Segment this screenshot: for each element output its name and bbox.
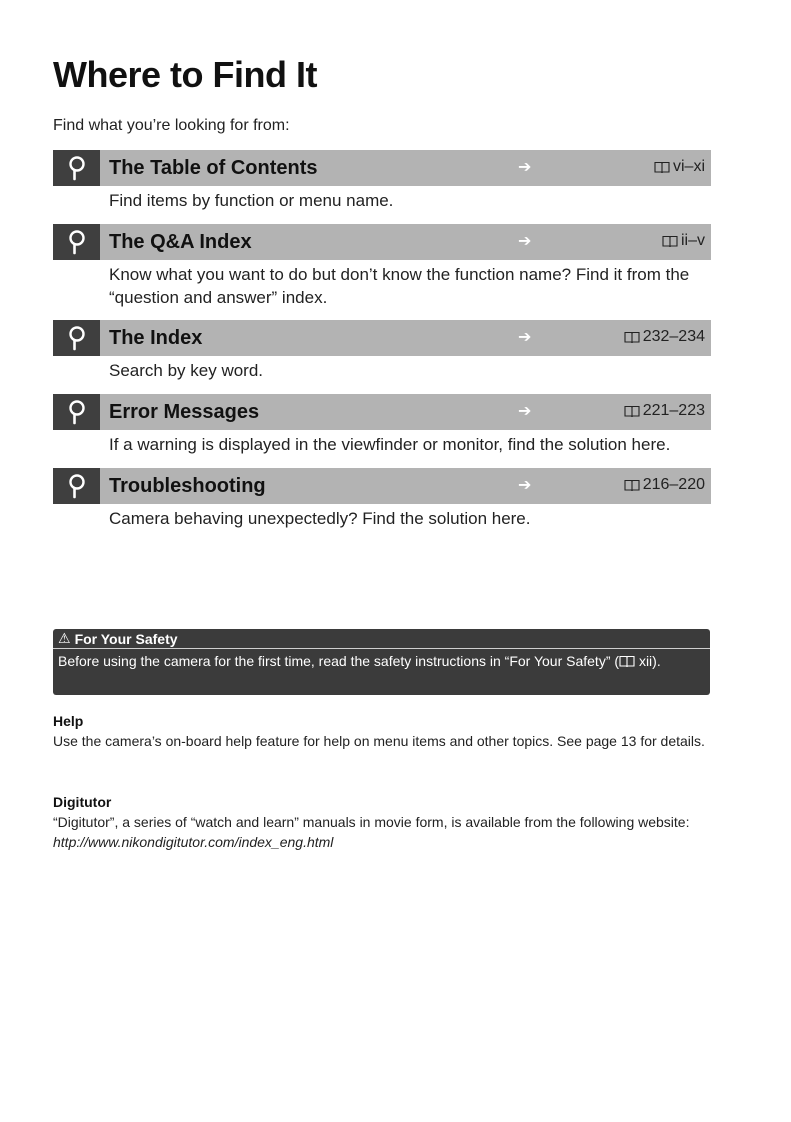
page-reference-text: ii–v	[680, 232, 705, 249]
digitutor-section	[53, 792, 718, 852]
entry-title: The Table of Contents	[109, 156, 318, 179]
entry-bar	[53, 468, 711, 504]
entry-header	[100, 224, 711, 260]
digitutor-title: Digitutor	[53, 794, 112, 810]
book-icon	[624, 479, 640, 491]
entry-bar	[53, 320, 711, 356]
entry-description: Know what you want to do but don’t know the function name? Find it from the “question and answer” index.	[109, 265, 690, 307]
page-reference	[662, 232, 705, 250]
page-title: Where to Find It	[53, 54, 317, 95]
book-icon	[654, 161, 670, 173]
arrow-icon: ➔	[518, 159, 532, 176]
entry-bar	[53, 394, 711, 430]
page-reference-text: 216–220	[642, 476, 705, 493]
entry-error-messages	[53, 394, 711, 456]
magnifier-icon	[66, 399, 88, 425]
entry-title: The Index	[109, 326, 203, 349]
page-reference-text: 221–223	[642, 402, 705, 419]
entry-description: Search by key word.	[109, 361, 264, 380]
safety-text	[53, 649, 710, 671]
entry-qa-index	[53, 224, 711, 309]
page-reference	[624, 476, 705, 494]
digitutor-url-link[interactable]: http://www.nikondigitutor.com/index_eng.html	[53, 834, 334, 850]
magnifier-icon	[66, 155, 88, 181]
digitutor-description: “Digitutor”, a series of “watch and learn” manuals in movie form, is available from the following website:	[53, 814, 690, 830]
entry-icon-box	[53, 394, 100, 430]
arrow-icon: ➔	[518, 403, 532, 420]
page-reference-text: vi–xi	[672, 158, 705, 175]
book-icon	[619, 655, 635, 667]
magnifier-icon	[66, 473, 88, 499]
entry-index	[53, 320, 711, 382]
entry-title: Error Messages	[109, 400, 260, 423]
entry-header	[100, 150, 711, 186]
page-reference	[654, 158, 705, 176]
entry-troubleshooting	[53, 468, 711, 530]
safety-notice	[53, 629, 710, 695]
magnifier-icon	[66, 325, 88, 351]
digitutor-text	[53, 812, 718, 852]
page-reference-text: 232–234	[642, 328, 705, 345]
entry-icon-box	[53, 468, 100, 504]
safety-title: For Your Safety	[74, 630, 178, 647]
entry-description: Find items by function or menu name.	[109, 191, 394, 210]
safety-text-before: Before using the camera for the first time, read the safety instructions in “For Your Safety” (	[58, 653, 620, 669]
arrow-icon: ➔	[518, 233, 532, 250]
help-section	[53, 711, 718, 751]
arrow-icon: ➔	[518, 329, 532, 346]
book-icon	[662, 235, 678, 247]
book-icon	[624, 405, 640, 417]
book-icon	[624, 331, 640, 343]
entry-icon-box	[53, 224, 100, 260]
entry-title: The Q&A Index	[109, 230, 252, 253]
arrow-icon: ➔	[518, 477, 532, 494]
help-text: Use the camera’s on-board help feature for help on menu items and other topics. See page 13 for details.	[53, 733, 705, 749]
entry-description: Camera behaving unexpectedly? Find the solution here.	[109, 509, 531, 528]
entry-bar	[53, 224, 711, 260]
page-reference	[624, 328, 705, 346]
safety-header	[53, 629, 710, 648]
entry-table-of-contents	[53, 150, 711, 212]
page-reference	[624, 402, 705, 420]
entry-bar	[53, 150, 711, 186]
safety-text-after: ).	[652, 653, 661, 669]
entry-header	[100, 394, 711, 430]
warning-icon: ⚠	[58, 630, 71, 646]
entry-title: Troubleshooting	[109, 474, 266, 497]
magnifier-icon	[66, 229, 88, 255]
entry-header	[100, 468, 711, 504]
entry-icon-box	[53, 150, 100, 186]
entry-icon-box	[53, 320, 100, 356]
help-title: Help	[53, 713, 84, 729]
safety-page-reference: xii	[638, 653, 653, 669]
intro-text: Find what you’re looking for from:	[53, 117, 290, 134]
entry-description: If a warning is displayed in the viewfinder or monitor, find the solution here.	[109, 435, 671, 454]
entry-header	[100, 320, 711, 356]
